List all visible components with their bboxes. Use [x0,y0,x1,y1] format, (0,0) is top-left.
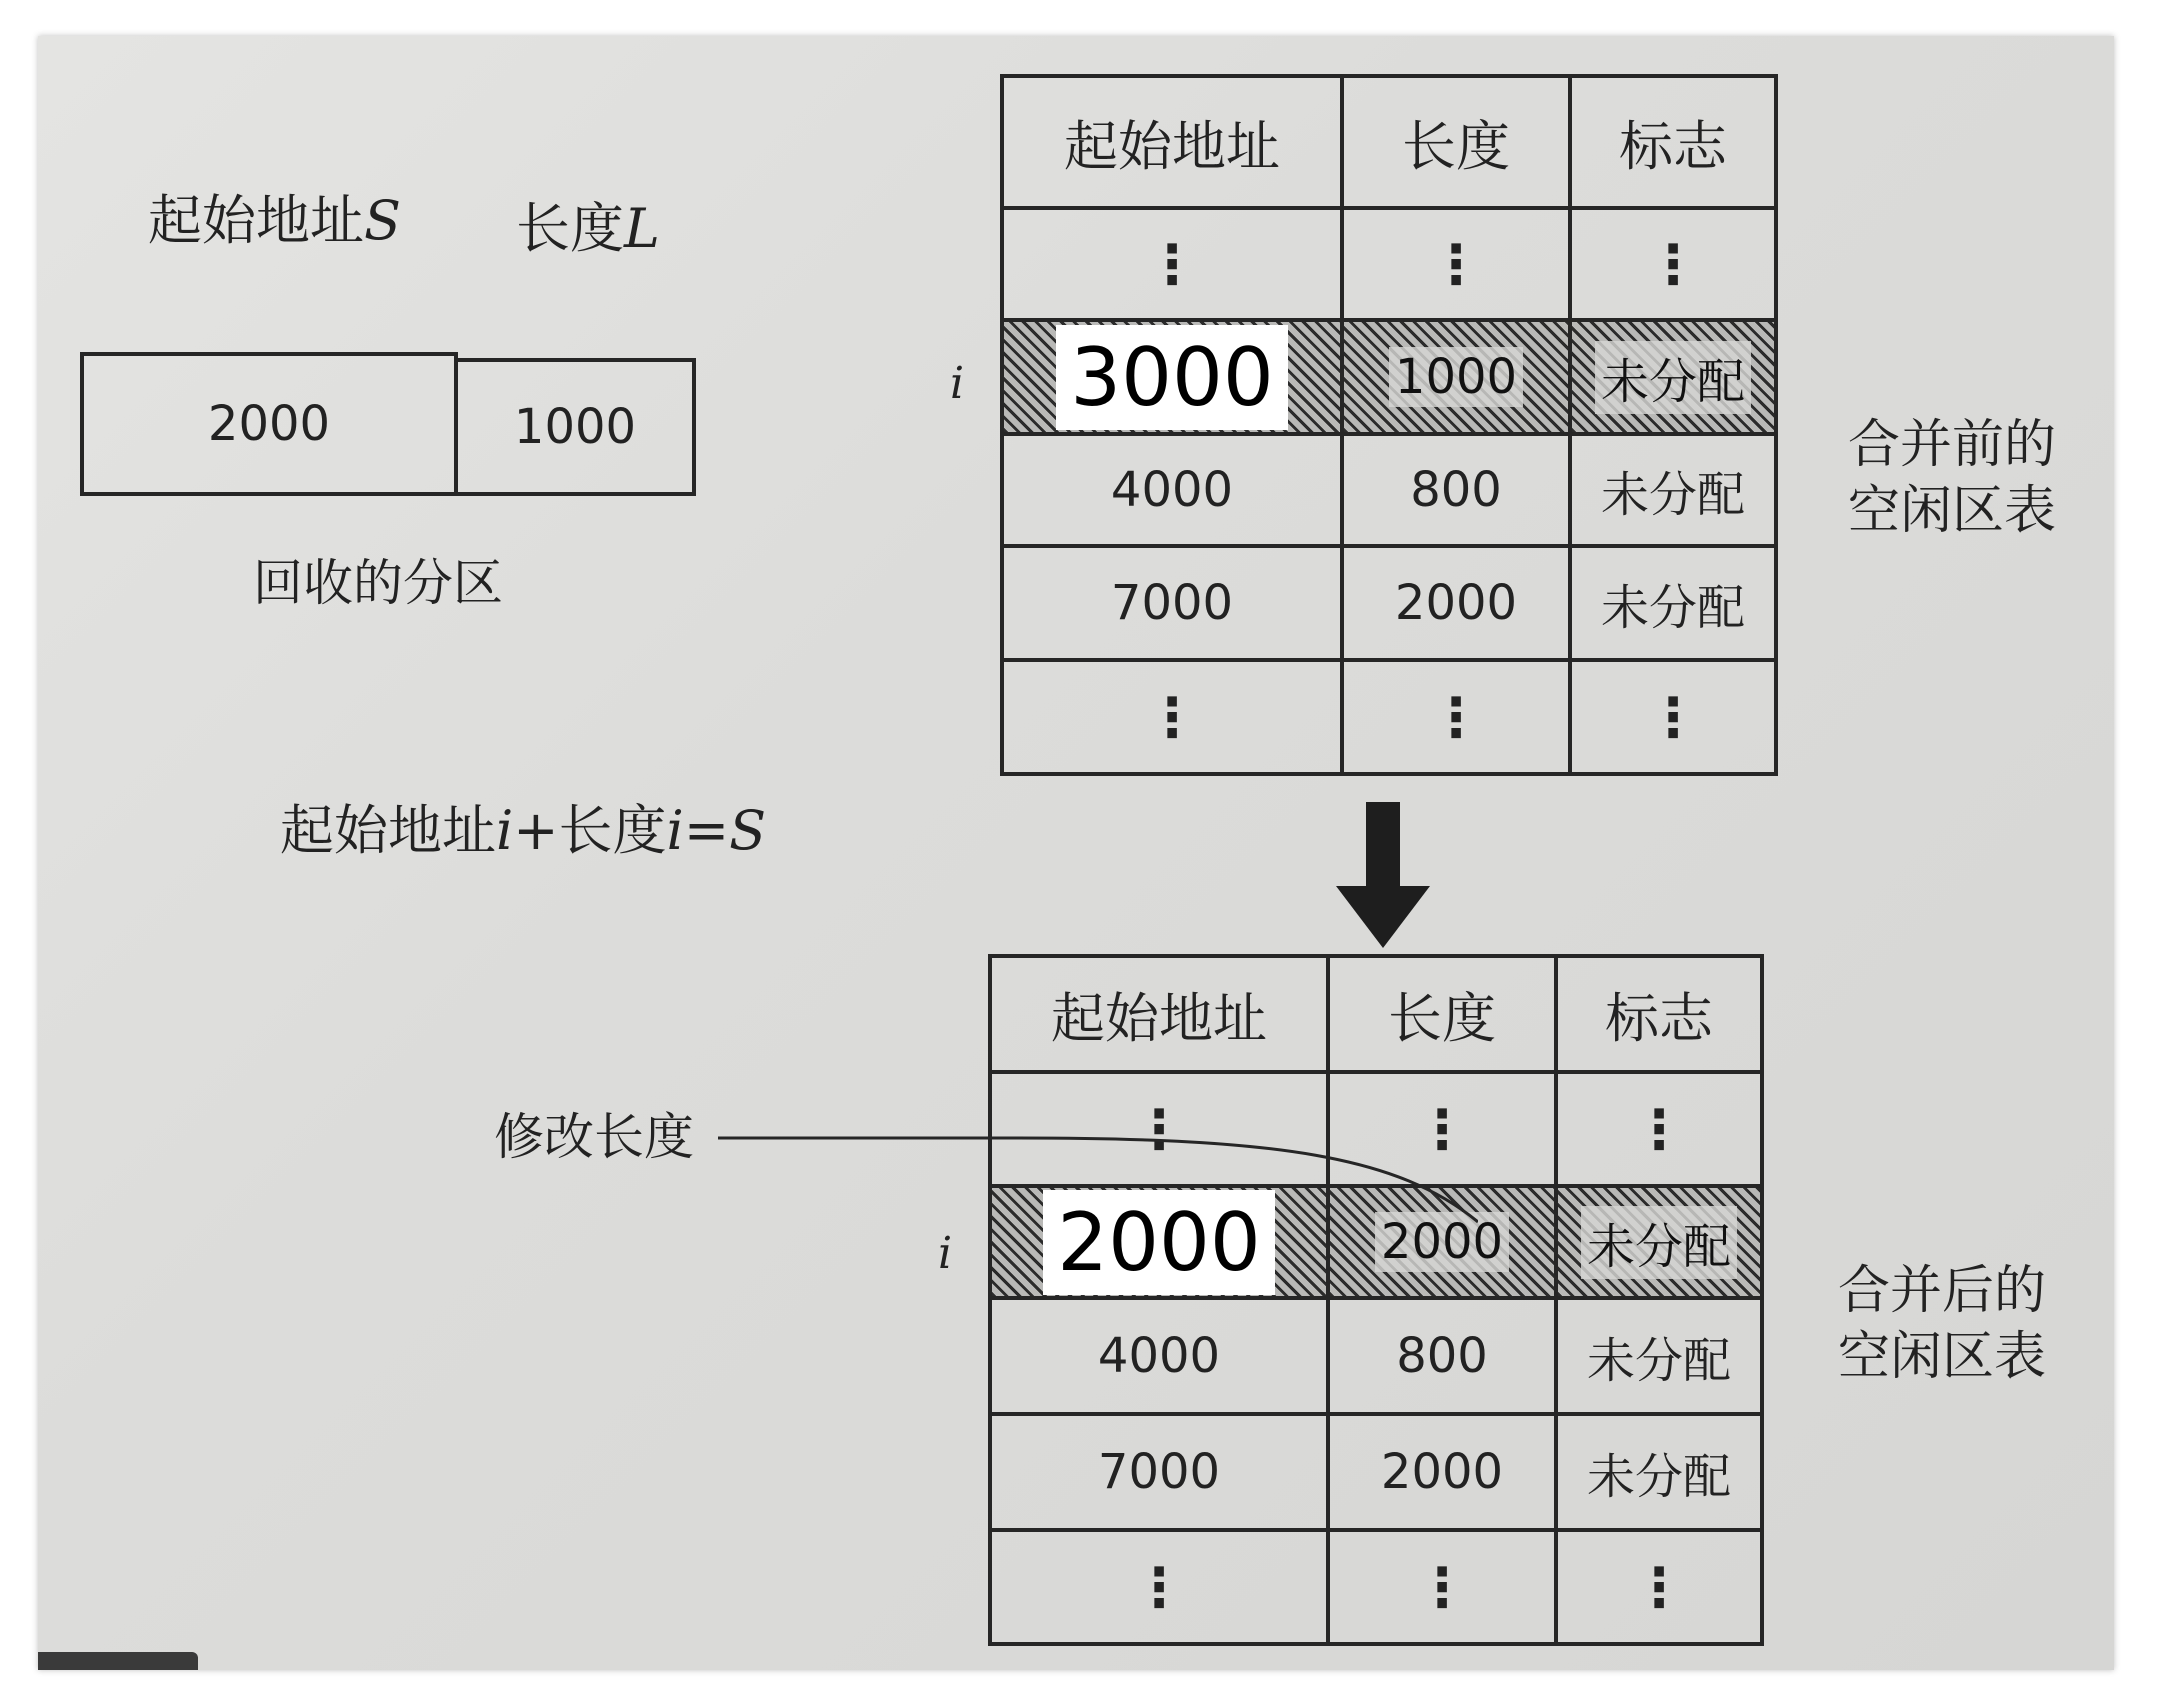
after-table-label: 合并后的 空闲区表 [1838,1261,2047,1387]
annotation-leader-line [718,1116,1478,1226]
recycled-length-cell: 1000 [454,358,696,496]
after-highlight-flag: 未分配 [1581,1206,1737,1279]
merge-condition: 起始地址i+长度i=S [280,799,767,862]
after-header-length: 长度 [1326,954,1558,1074]
recycled-start-header [148,189,401,252]
after-ellipsis-length: ⋮ [1326,1070,1558,1188]
before-highlight-start: 3000 [1056,325,1288,430]
after-row1-length: 800 [1326,1296,1558,1416]
recycled-start-cell: 2000 [80,352,458,496]
after-highlight-length: 2000 [1375,1212,1509,1272]
before-row1-length: 800 [1340,432,1572,548]
before-row-marker: i [950,358,965,409]
before-ellipsis-flag: ⋮ [1568,206,1778,322]
before-row1-flag: 未分配 [1568,432,1778,548]
corner-tag [38,1652,198,1670]
before-ellipsis2-length: ⋮ [1340,658,1572,776]
before-ellipsis-start: ⋮ [1000,206,1344,322]
before-ellipsis2-flag: ⋮ [1568,658,1778,776]
recycled-length-var: L [624,197,660,260]
arrow-down-icon [1328,802,1438,952]
after-ellipsis2-flag: ⋮ [1554,1528,1764,1646]
before-header-start: 起始地址 [1000,74,1344,210]
after-highlight-flag-cell [1554,1184,1764,1300]
before-row1-start: 4000 [1000,432,1344,548]
after-row-marker: i [938,1228,953,1279]
after-ellipsis-flag: ⋮ [1554,1070,1764,1188]
after-row2-flag: 未分配 [1554,1412,1764,1532]
before-header-length: 长度 [1340,74,1572,210]
before-header-flag: 标志 [1568,74,1778,210]
before-highlight-length-cell [1340,318,1572,436]
before-ellipsis-length: ⋮ [1340,206,1572,322]
before-highlight-flag-cell [1568,318,1778,436]
after-header-flag: 标志 [1554,954,1764,1074]
after-row2-length: 2000 [1326,1412,1558,1532]
before-table-label: 合并前的 空闲区表 [1848,415,2057,541]
recycled-length-label: 长度 [516,197,624,260]
recycled-start-label: 起始地址 [148,189,364,252]
before-row2-start: 7000 [1000,544,1344,662]
modify-length-annotation: 修改长度 [494,1108,694,1166]
after-row1-flag: 未分配 [1554,1296,1764,1416]
after-row1-start: 4000 [988,1296,1330,1416]
diagram-paper [38,36,2114,1670]
before-row2-length: 2000 [1340,544,1572,662]
after-row2-start: 7000 [988,1412,1330,1532]
recycled-start-var: S [364,189,401,252]
before-highlight-start-cell [1000,318,1344,436]
before-row2-flag: 未分配 [1568,544,1778,662]
after-highlight-start: 2000 [1043,1190,1275,1295]
after-ellipsis2-start: ⋮ [988,1528,1330,1646]
before-highlight-length: 1000 [1389,347,1523,407]
before-ellipsis2-start: ⋮ [1000,658,1344,776]
after-header-start: 起始地址 [988,954,1330,1074]
recycled-length-header [516,197,660,260]
before-highlight-flag: 未分配 [1595,341,1751,414]
after-ellipsis-start: ⋮ [988,1070,1330,1188]
recycled-caption: 回收的分区 [253,554,503,612]
after-ellipsis2-length: ⋮ [1326,1528,1558,1646]
